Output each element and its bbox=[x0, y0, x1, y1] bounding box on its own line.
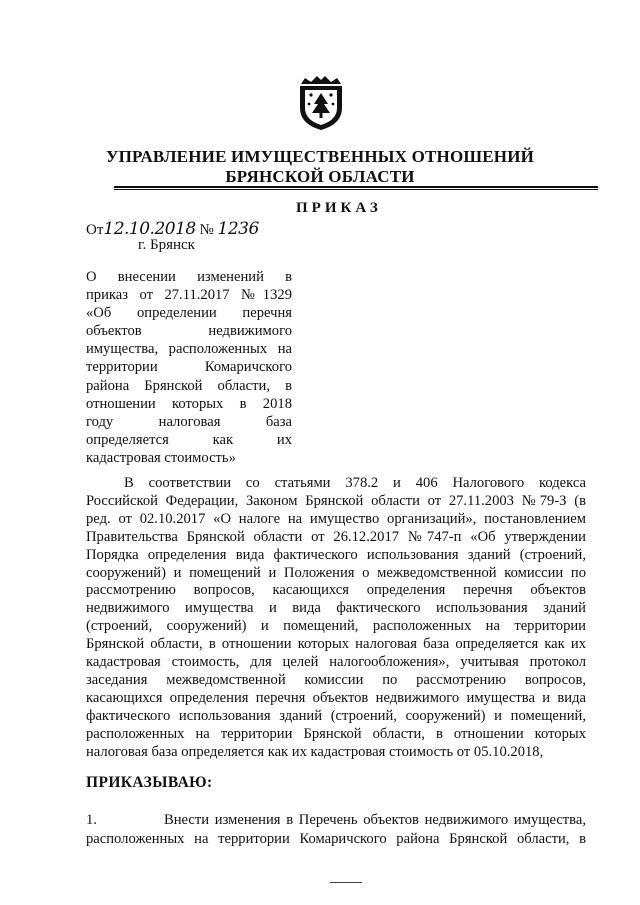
handwritten-number: 1236 bbox=[217, 219, 259, 239]
body-line: Правительства Брянской области от 26.12.2017 №747-п «Об утверждении bbox=[86, 528, 586, 545]
order-item-1 bbox=[86, 811, 586, 848]
subject-block bbox=[86, 268, 292, 467]
body-line: Российской Федерации, Законом Брянской области от 27.11.2003 №79-З (в bbox=[86, 492, 586, 509]
body-line: Порядка определения вида фактического использования зданий (строений, bbox=[86, 546, 586, 563]
subject-line: приказ от 27.11.2017 №1329 bbox=[86, 287, 292, 304]
body-line: ред. от 02.10.2017 «О налоге на имущество организаций», постановлением bbox=[86, 510, 586, 527]
number-prefix: № bbox=[199, 222, 214, 238]
body-line: кадастровая стоимость, для целей налогообложения», учитывая протокол bbox=[86, 654, 586, 671]
header-divider bbox=[114, 186, 598, 188]
handwritten-date: 12.10.2018 bbox=[103, 219, 196, 239]
body-line: фактического использования зданий (строений, сооружений) и помещений, bbox=[86, 707, 586, 724]
item-number: 1. bbox=[86, 812, 97, 828]
subject-line: территории Комаричского bbox=[86, 359, 292, 376]
subject-line: «Об определении перечня bbox=[86, 305, 292, 322]
item-text: Внести изменения в Перечень объектов недвижимого имущества, bbox=[164, 812, 586, 828]
date-prefix: От bbox=[86, 222, 104, 238]
org-name-line1: УПРАВЛЕНИЕ ИМУЩЕСТВЕННЫХ ОТНОШЕНИЙ bbox=[105, 147, 535, 166]
item-line: расположенных на территории Комаричского района Брянской области, в bbox=[86, 830, 586, 847]
preamble-paragraph bbox=[86, 475, 586, 762]
body-line: рассмотрению вопросов, касающихся определения перечня объектов bbox=[86, 582, 586, 599]
body-line: сооружений) и помещений и Положения о межведомственной комиссии по bbox=[86, 564, 586, 581]
subject-line: кадастровая стоимость» bbox=[86, 449, 236, 466]
order-heading: ПРИКАЗЫВАЮ: bbox=[86, 774, 213, 791]
subject-line: О внесении изменений в bbox=[86, 269, 292, 285]
body-line: недвижимого имущества и вида фактического использования зданий bbox=[86, 600, 586, 617]
subject-line: определяется как их bbox=[86, 431, 292, 448]
dateline bbox=[86, 219, 259, 239]
body-line: В соответствии со статьями 378.2 и 406 Налогового кодекса bbox=[124, 475, 586, 491]
subject-line: году налоговая база bbox=[86, 413, 292, 430]
subject-line: отношении которых в 2018 bbox=[86, 395, 292, 412]
subject-line: района Брянской области, в bbox=[86, 377, 292, 394]
org-name-line2: БРЯНСКОЙ ОБЛАСТИ bbox=[225, 167, 415, 186]
body-line: заседания межведомственной комиссии по рассмотрению вопросов, bbox=[86, 671, 586, 688]
body-line: касающихся определения перечня объектов недвижимого имущества и вида bbox=[86, 689, 586, 706]
page-footer-mark bbox=[330, 882, 362, 883]
coat-of-arms-icon bbox=[297, 74, 345, 132]
body-line: расположенных на территории Брянской области, в отношении которых bbox=[86, 725, 586, 742]
item-line bbox=[86, 811, 586, 830]
subject-line: объектов недвижимого bbox=[86, 323, 292, 340]
body-line: налоговая база определяется как их кадастровая стоимость от 05.10.2018, bbox=[86, 743, 544, 760]
header-divider-thin bbox=[114, 189, 598, 190]
document-type: ПРИКАЗ bbox=[296, 200, 382, 216]
body-line: Брянской области, в отношении которых налоговая база определяется как их bbox=[86, 636, 586, 653]
subject-line: имущества, расположенных на bbox=[86, 341, 292, 358]
city: г. Брянск bbox=[138, 237, 195, 253]
body-line: (строений, сооружений) и помещений, расположенных на территории bbox=[86, 618, 586, 635]
item-number-wrap bbox=[86, 811, 164, 830]
